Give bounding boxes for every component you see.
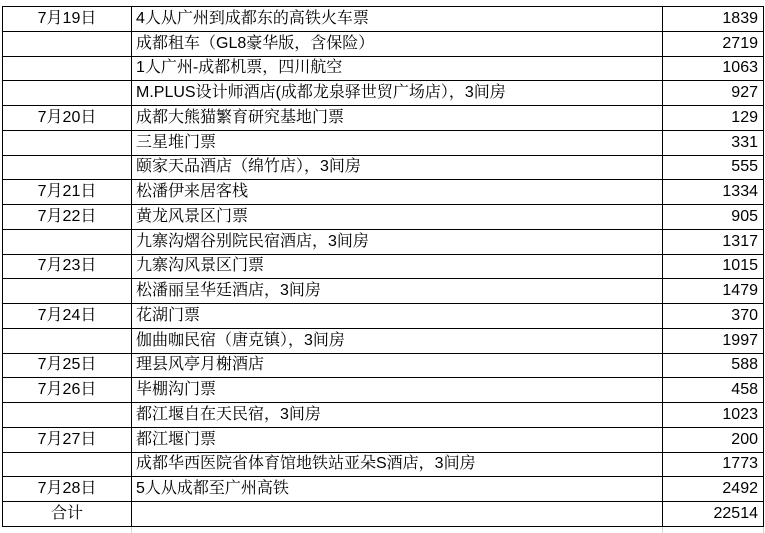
- item-cell[interactable]: 都江堰门票: [132, 428, 663, 453]
- date-cell[interactable]: [3, 156, 132, 181]
- item-cell[interactable]: 理县风亭月榭酒店: [132, 354, 663, 379]
- item-cell[interactable]: 都江堰自在天民宿，3间房: [132, 403, 663, 428]
- expense-table: [2, 6, 764, 527]
- gridline-stub: [131, 527, 132, 533]
- expense-row: [3, 32, 764, 57]
- date-cell[interactable]: 7月23日: [3, 255, 132, 280]
- expense-row: [3, 279, 764, 304]
- amount-cell[interactable]: 129: [663, 106, 764, 131]
- amount-cell[interactable]: 1015: [663, 255, 764, 280]
- expense-row: [3, 7, 764, 32]
- expense-row: [3, 403, 764, 428]
- expense-row: [3, 378, 764, 403]
- amount-cell[interactable]: 1479: [663, 279, 764, 304]
- date-cell[interactable]: 7月27日: [3, 428, 132, 453]
- date-cell[interactable]: 7月25日: [3, 354, 132, 379]
- date-cell[interactable]: 7月20日: [3, 106, 132, 131]
- item-cell[interactable]: 九寨沟风景区门票: [132, 255, 663, 280]
- expense-row: [3, 230, 764, 255]
- gridline-stub: [763, 527, 764, 533]
- expense-row: [3, 354, 764, 379]
- item-cell[interactable]: 九寨沟熠谷别院民宿酒店，3间房: [132, 230, 663, 255]
- item-cell[interactable]: 松潘丽呈华廷酒店，3间房: [132, 279, 663, 304]
- expense-row: [3, 255, 764, 280]
- date-cell[interactable]: 7月21日: [3, 180, 132, 205]
- date-cell[interactable]: 7月24日: [3, 304, 132, 329]
- expense-row: [3, 205, 764, 230]
- expense-row: [3, 106, 764, 131]
- item-cell[interactable]: 颐家天品酒店（绵竹店），3间房: [132, 156, 663, 181]
- amount-cell[interactable]: 1773: [663, 453, 764, 478]
- item-cell[interactable]: M.PLUS设计师酒店(成都龙泉驿世贸广场店），3间房: [132, 81, 663, 106]
- item-cell[interactable]: 松潘伊来居客栈: [132, 180, 663, 205]
- date-cell[interactable]: [3, 403, 132, 428]
- date-cell[interactable]: [3, 453, 132, 478]
- date-cell[interactable]: [3, 81, 132, 106]
- date-cell[interactable]: 7月26日: [3, 378, 132, 403]
- amount-cell[interactable]: 927: [663, 81, 764, 106]
- amount-cell[interactable]: 331: [663, 131, 764, 156]
- amount-cell[interactable]: 1839: [663, 7, 764, 32]
- expense-row: [3, 180, 764, 205]
- amount-cell[interactable]: 1997: [663, 329, 764, 354]
- expense-row: [3, 453, 764, 478]
- item-cell[interactable]: 成都租车（GL8豪华版，含保险）: [132, 32, 663, 57]
- amount-cell[interactable]: 588: [663, 354, 764, 379]
- expense-row: [3, 57, 764, 82]
- item-cell[interactable]: 黄龙风景区门票: [132, 205, 663, 230]
- expense-row: [3, 156, 764, 181]
- total-label-cell[interactable]: 合计: [3, 502, 132, 527]
- item-cell[interactable]: 成都大熊猫繁育研究基地门票: [132, 106, 663, 131]
- amount-cell[interactable]: 1063: [663, 57, 764, 82]
- item-cell[interactable]: 成都华西医院省体育馆地铁站亚朵S酒店，3间房: [132, 453, 663, 478]
- item-cell[interactable]: 伽曲咖民宿（唐克镇），3间房: [132, 329, 663, 354]
- expense-row: [3, 81, 764, 106]
- item-cell[interactable]: 三星堆门票: [132, 131, 663, 156]
- date-cell[interactable]: [3, 329, 132, 354]
- amount-cell[interactable]: 2492: [663, 477, 764, 502]
- amount-cell[interactable]: 1023: [663, 403, 764, 428]
- date-cell[interactable]: [3, 279, 132, 304]
- item-cell[interactable]: 1人广州-成都机票，四川航空: [132, 57, 663, 82]
- item-cell[interactable]: 5人从成都至广州高铁: [132, 477, 663, 502]
- expense-row: [3, 428, 764, 453]
- date-cell[interactable]: 7月22日: [3, 205, 132, 230]
- amount-cell[interactable]: 2719: [663, 32, 764, 57]
- amount-cell[interactable]: 555: [663, 156, 764, 181]
- amount-cell[interactable]: 1317: [663, 230, 764, 255]
- expense-row: [3, 329, 764, 354]
- date-cell[interactable]: [3, 131, 132, 156]
- amount-cell[interactable]: 458: [663, 378, 764, 403]
- date-cell[interactable]: 7月28日: [3, 477, 132, 502]
- amount-cell[interactable]: 905: [663, 205, 764, 230]
- item-cell[interactable]: 4人从广州到成都东的高铁火车票: [132, 7, 663, 32]
- total-empty-cell[interactable]: [132, 502, 663, 527]
- date-cell[interactable]: [3, 230, 132, 255]
- total-amount-cell[interactable]: 22514: [663, 502, 764, 527]
- expense-row: [3, 304, 764, 329]
- date-cell[interactable]: [3, 57, 132, 82]
- item-cell[interactable]: 花湖门票: [132, 304, 663, 329]
- item-cell[interactable]: 毕棚沟门票: [132, 378, 663, 403]
- date-cell[interactable]: 7月19日: [3, 7, 132, 32]
- amount-cell[interactable]: 200: [663, 428, 764, 453]
- amount-cell[interactable]: 1334: [663, 180, 764, 205]
- expense-row: [3, 131, 764, 156]
- gridline-stub: [662, 527, 663, 533]
- amount-cell[interactable]: 370: [663, 304, 764, 329]
- expense-row: [3, 477, 764, 502]
- date-cell[interactable]: [3, 32, 132, 57]
- total-row: [3, 502, 764, 527]
